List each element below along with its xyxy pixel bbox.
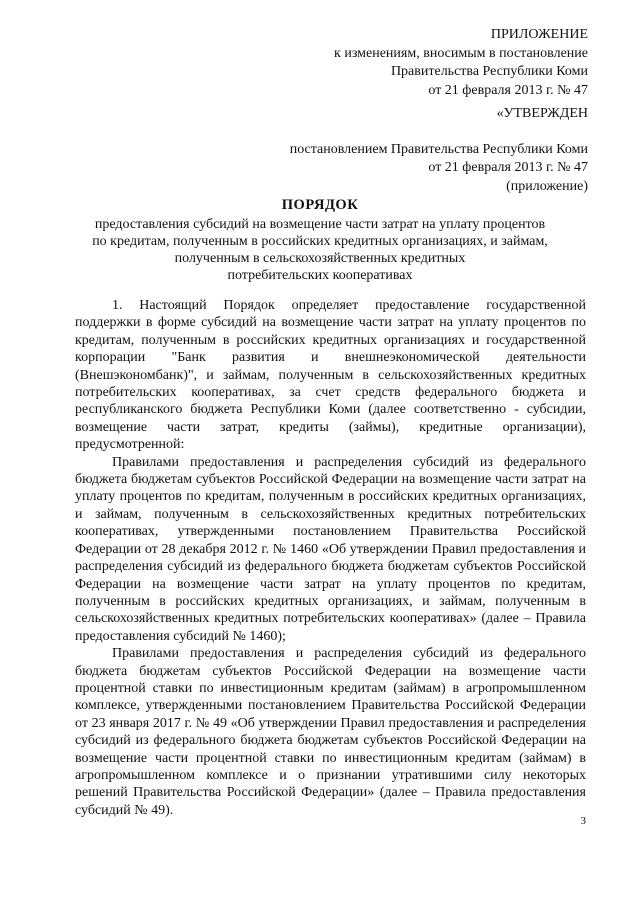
appendix-line-3: от 21 февраля 2013 г. № 47 [428, 82, 588, 98]
subtitle-line-1: предоставления субсидий на возмещение части затрат на уплату процентов [94, 217, 546, 232]
document-title: ПОРЯДОК [281, 197, 359, 213]
subtitle-line-4: потребительских кооперативах [227, 268, 413, 283]
paragraph-2: Правилами предоставления и распределения субсидий из федерального бюджета бюджетам субъектов Российской Федерации на возмещение части затрат на уплату процентов по кредитам, полученным в российских кредитных организациях, и займам, полученным в сельскохозяйственных кредитных потребительских кооперативах, утвержденными постановлением Правительства Российской Федерации от 28 декабря 2012 г. № 1460 «Об утверждении Правил предоставления и распределения субсидий из федерального бюджета бюджетам субъектов Российской Федерации на возмещение части затрат на уплату процентов по кредитам, полученным в российских кредитных организациях, и займам, полученным в сельскохозяйственных кредитных потребительских кооперативах» (далее – Правила предоставления субсидий № 1460); [75, 454, 586, 644]
approved-line-1: постановлением Правительства Республики Коми [289, 141, 588, 157]
appendix-line-2: Правительства Республики Коми [390, 64, 588, 79]
document-body [75, 297, 586, 819]
approved-line-3: (приложение) [506, 178, 588, 194]
document-subtitle [0, 216, 640, 284]
approved-label: «УТВЕРЖДЕН [496, 106, 588, 121]
appendix-label: ПРИЛОЖЕНИЕ [490, 27, 588, 42]
approved-line-2: от 21 февраля 2013 г. № 47 [428, 160, 588, 175]
appendix-line-1: к изменениям, вносимым в постановление [334, 45, 588, 61]
paragraph-1: 1. Настоящий Порядок определяет предоставление государственной поддержки в форме субсидий на возмещение части затрат на уплату процентов по кредитам, полученным в российских кредитных организациях и государственной корпорации "Банк развития и внешнеэкономической деятельности (Внешэкономбанк)", и займам, полученным в сельскохозяйственных кредитных потребительских кооперативах, за счет средств федерального бюджета и республиканского бюджета Республики Коми (далее соответственно - субсидии, возмещение части затрат, кредиты (займы), кредитные организации), предусмотренной: [75, 298, 586, 453]
subtitle-line-2: по кредитам, полученным в российских кредитных организациях, и займам, [92, 234, 548, 249]
appendix-header [334, 26, 588, 100]
page-number: 3 [580, 815, 586, 827]
subtitle-line-3: полученным в сельскохозяйственных кредитных [174, 251, 466, 266]
approved-header [290, 105, 588, 196]
paragraph-3: Правилами предоставления и распределения субсидий из федерального бюджета бюджетам субъектов Российской Федерации на возмещение части процентной ставки по инвестиционным кредитам (займам) в агропромышленном комплексе, утвержденными постановлением Правительства Российской Федерации от 23 января 2017 г. № 49 «Об утверждении Правил предоставления и распределения субсидий из федерального бюджета бюджетам субъектов Российской Федерации на возмещение части процентной ставки по инвестиционным кредитам (займам) в агропромышленном комплексе и о признании утратившими силу некоторых решений Правительства Российской Федерации» (далее – Правила предоставления субсидий № 49). [75, 646, 586, 818]
